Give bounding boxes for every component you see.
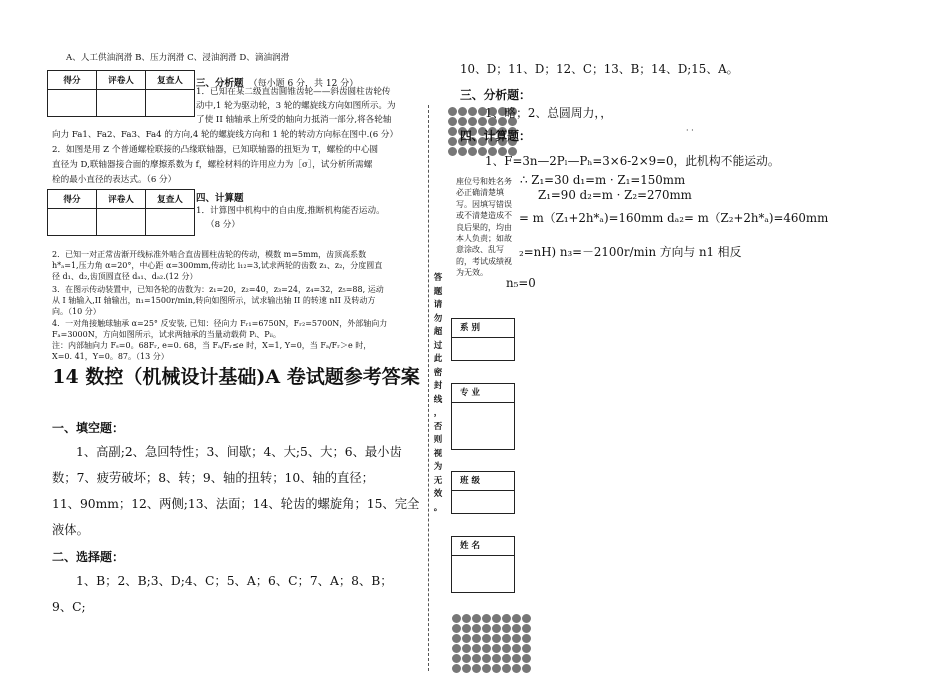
- q4-1-line-a: 1．计算图中机构中的自由度,推断机构能否运动。: [196, 206, 385, 216]
- seal-char: 封: [433, 381, 443, 391]
- q4-4-line-a: 4．一对角接触球轴承 α=25° 反安装, 已知：径向力 Fᵣ₁=6750N，Fᵣ₂=5700N，外部轴向力: [52, 319, 388, 328]
- calc-answer-4: n₅=0: [506, 276, 536, 290]
- major-label: 专 业: [452, 384, 514, 403]
- binding-dot: [472, 644, 481, 653]
- score-table-1: [47, 70, 195, 117]
- q4-2-line-a: 2．已知一对正常齿渐开线标准外啮合直齿圆柱齿轮的传动，模数 m=5mm，齿顶高系数: [52, 250, 367, 259]
- section4-heading: 四、计算题: [196, 193, 244, 204]
- fill-answers-1: 1、高副;2、急回特性；3、间歇；4、大;5、大；6、最小齿: [76, 445, 402, 459]
- binding-dot: [492, 644, 501, 653]
- binding-dot: [512, 644, 521, 653]
- binding-dot: [452, 664, 461, 673]
- binding-dot: [452, 634, 461, 643]
- binding-dot: [512, 614, 521, 623]
- calc-answer-2c: = m（Z₁+2h*ₐ)=160mm dₐ₂= m（Z₂+2h*ₐ)=460mm: [519, 211, 829, 225]
- analysis-section-title: 三、分析题：: [460, 88, 531, 102]
- binding-dot: [448, 117, 457, 126]
- binding-dot: [462, 614, 471, 623]
- binding-dot: [472, 624, 481, 633]
- seal-char: 密: [433, 367, 443, 378]
- binding-dot: [462, 654, 471, 663]
- fill-answers-3: 11、90mm；12、两侧;13、法面；14、轮齿的螺旋角；15、完全: [52, 497, 420, 511]
- analysis-answer: 1、略；2、总圆周力，，: [485, 106, 613, 120]
- binding-dot: [462, 634, 471, 643]
- seal-char: 此: [433, 354, 443, 364]
- score-header: 得分: [48, 190, 97, 209]
- binding-dot: [522, 634, 531, 643]
- q3-2-line-b: 直径为 D,联轴器接合面的摩擦系数为 f，螺栓材料的许用应力为［σ］，试分析所需螺: [52, 160, 373, 170]
- major-box: [451, 383, 515, 450]
- seal-char: 。: [433, 502, 443, 513]
- choice-answers-cont: 10、D；11、D；12、C；13、B；14、D;15、A。: [460, 62, 739, 76]
- binding-dot: [472, 664, 481, 673]
- binding-dot: [502, 634, 511, 643]
- fill-answers-4: 液体。: [52, 523, 89, 537]
- candidate-note: 座位号和姓名务必正确清楚填写。因填写错误或不清楚造成不良后果的，均由本人负责；如故意涂改、乱写的，考试成绩视为无效。: [456, 177, 512, 278]
- score-header: 得分: [48, 71, 97, 90]
- binding-dot: [452, 654, 461, 663]
- binding-dot: [468, 147, 477, 156]
- reviewer-header: 复查人: [146, 71, 195, 90]
- binding-dot: [482, 624, 491, 633]
- seal-char: 视: [433, 448, 443, 459]
- score-cell[interactable]: [48, 90, 97, 117]
- calc-answer-2b: Z₁=90 d₂=m · Z₂=270mm: [538, 188, 692, 202]
- reviewer-header: 复查人: [146, 190, 195, 209]
- q4-3-line-c: 向。（10 分）: [52, 307, 101, 316]
- binding-dot: [472, 654, 481, 663]
- reviewer-cell[interactable]: [146, 90, 195, 117]
- binding-dot: [448, 107, 457, 116]
- q4-2-line-c: 径 d₁、d₂,齿顶圆直径 dₐ₁、dₐ₂.(12 分）: [52, 272, 198, 281]
- binding-dot: [452, 624, 461, 633]
- binding-dot: [512, 624, 521, 633]
- binding-dot: [452, 644, 461, 653]
- q3-2-line-c: 栓的最小直径的表达式。（6 分）: [52, 175, 177, 185]
- choice-answers-2: 9、C;: [52, 600, 86, 614]
- fill-answers-2: 数；7、疲劳破坏；8、转；9、轴的扭转；10、轴的直径；: [52, 471, 374, 485]
- seal-char: 线: [433, 394, 443, 405]
- binding-dot: [472, 634, 481, 643]
- binding-dot: [482, 634, 491, 643]
- grader-cell[interactable]: [97, 90, 146, 117]
- binding-dot: [462, 644, 471, 653]
- binding-dot: [492, 614, 501, 623]
- department-label: 系 别: [452, 319, 514, 338]
- q3-1-line-d: 向力 Fa1、Fa2、Fa3、Fa4 的方向,4 轮的螺旋线方向和 1 轮的转动方向标在图中.(6 分）: [52, 130, 399, 140]
- fill-section-title: 一、填空题：: [52, 421, 125, 435]
- name-label: 姓 名: [452, 537, 514, 556]
- seal-line-warning: [432, 272, 444, 515]
- binding-dot: [472, 614, 481, 623]
- class-box: [451, 471, 515, 514]
- seal-char: 题: [433, 286, 443, 297]
- seal-char: ，: [433, 408, 443, 418]
- binding-dot: [458, 117, 467, 126]
- calc-section-title: 四、计算题：: [460, 129, 531, 143]
- binding-dot: [448, 137, 457, 146]
- major-field[interactable]: [452, 403, 514, 449]
- q4-3-line-a: 3．在图示传动装置中，已知各轮的齿数为：z₁=20，z₂=40，z₃=24，z₄=32，z₅=88, 运动: [52, 285, 384, 294]
- grader-header: 评卷人: [97, 190, 146, 209]
- binding-dot: [468, 117, 477, 126]
- q4-4-line-d: X=0. 41，Y=0。87。（13 分）: [52, 352, 169, 361]
- choice-section-title: 二、选择题：: [52, 550, 125, 564]
- seal-char: 勿: [433, 313, 443, 324]
- binding-dot: [462, 624, 471, 633]
- choice-options-line: A、人工供油润滑 B、压力润滑 C、浸油润滑 D、滴油润滑: [66, 53, 290, 63]
- binding-dot: [502, 654, 511, 663]
- binding-dot: [512, 664, 521, 673]
- binding-dot: [482, 664, 491, 673]
- grader-header: 评卷人: [97, 71, 146, 90]
- score-cell[interactable]: [48, 209, 97, 236]
- binding-dot: [522, 644, 531, 653]
- binding-dot: [492, 654, 501, 663]
- seal-char: 答: [433, 273, 443, 283]
- q4-3-line-b: 从 I 轴输入,II 轴输出，n₁=1500r/min,转向如图所示，试求输出轴 II 的转速 nII 及转动方: [52, 296, 376, 305]
- class-field[interactable]: [452, 491, 514, 513]
- q3-1-line-b: 动中,1 轮为驱动轮，3 轮的螺旋线方向如图所示。为: [196, 101, 396, 111]
- seal-char: 无: [433, 475, 443, 486]
- class-label: 班 级: [452, 472, 514, 491]
- binding-dot: [522, 624, 531, 633]
- binding-dot: [448, 127, 457, 136]
- binding-dot: [468, 107, 477, 116]
- binding-dot: [492, 664, 501, 673]
- answer-title: 14 数控（机械设计基础)A 卷试题参考答案: [52, 366, 420, 388]
- binding-dot: [522, 614, 531, 623]
- q3-2-line-a: 2．如图是用 Z 个普通螺栓联接的凸缘联轴器，已知联轴器的扭矩为 T，螺栓的中心圆: [52, 145, 379, 155]
- department-box: [451, 318, 515, 361]
- q4-1-line-b: （8 分）: [206, 220, 240, 230]
- binding-dot: [458, 147, 467, 156]
- binding-dot: [502, 614, 511, 623]
- seal-dashed-line: [428, 105, 429, 671]
- binding-dots-bottom: [452, 614, 531, 673]
- binding-dot: [502, 664, 511, 673]
- name-box: [451, 536, 515, 593]
- binding-dot: [502, 644, 511, 653]
- name-field[interactable]: [452, 556, 514, 592]
- seal-char: 请: [433, 300, 443, 310]
- calc-answer-2a: ∴ Z₁=30 d₁=m · Z₁=150mm: [520, 173, 686, 187]
- seal-char: 效: [433, 489, 443, 499]
- seal-char: 则: [433, 435, 443, 445]
- q4-4-line-c: 注：内部轴向力 Fₛ=0。68Fᵣ, e=0. 68，当 Fₐ/Fᵣ≤e 时，X=1, Y=0，当 Fₐ/Fᵣ＞e 时，: [52, 341, 372, 350]
- seal-char: 过: [433, 340, 443, 351]
- binding-dot: [482, 614, 491, 623]
- q4-4-line-b: Fₐ=3000N，方向如图所示，试求两轴承的当量动载荷 Pᵢ、Pᵢᵢ。: [52, 330, 281, 339]
- section3-heading: 三、分析题 （每小题 6 分，共 12 分）: [196, 78, 359, 89]
- binding-dot: [492, 634, 501, 643]
- binding-dot: [522, 664, 531, 673]
- calc-answer-3: ₂=nH) n₃=－2100r/min 方向与 n1 相反: [519, 245, 742, 259]
- department-field[interactable]: [452, 338, 514, 360]
- binding-dot: [512, 634, 521, 643]
- binding-dot: [502, 624, 511, 633]
- binding-dot: [448, 147, 457, 156]
- binding-dot: [482, 644, 491, 653]
- reviewer-cell[interactable]: [146, 209, 195, 236]
- seal-char: 为: [433, 462, 443, 472]
- grader-cell[interactable]: [97, 209, 146, 236]
- calc-answer-1: 1、F=3n—2Pₗ—Pₕ=3×6-2×9=0，此机构不能运动。: [485, 154, 780, 168]
- binding-dot: [482, 654, 491, 663]
- q3-1-line-c: 了使 II 轴轴承上所受的轴向力抵消一部分,将各轮轴: [196, 115, 392, 125]
- binding-dot: [462, 664, 471, 673]
- binding-dot: [492, 624, 501, 633]
- choice-answers-1: 1、B；2、B;3、D;4、C；5、A；6、C；7、A；8、B；: [76, 574, 393, 588]
- q4-2-line-b: h*ₐ=1,压力角 α=20°，中心距 α=300mm,传动比 i₁₂=3,试求两轮的齿数 z₁、z₂，分度圆直: [52, 261, 383, 270]
- binding-dot: [512, 654, 521, 663]
- q3-1-line-a: 1．已知在某二级直齿圆锥齿轮——斜齿圆柱齿轮传: [196, 87, 391, 97]
- binding-dot: [458, 107, 467, 116]
- binding-dot: [522, 654, 531, 663]
- binding-dot: [452, 614, 461, 623]
- seal-char: 超: [433, 327, 443, 337]
- seal-char: 否: [433, 421, 443, 432]
- stray-dots: · ·: [686, 126, 694, 135]
- score-table-2: [47, 189, 195, 236]
